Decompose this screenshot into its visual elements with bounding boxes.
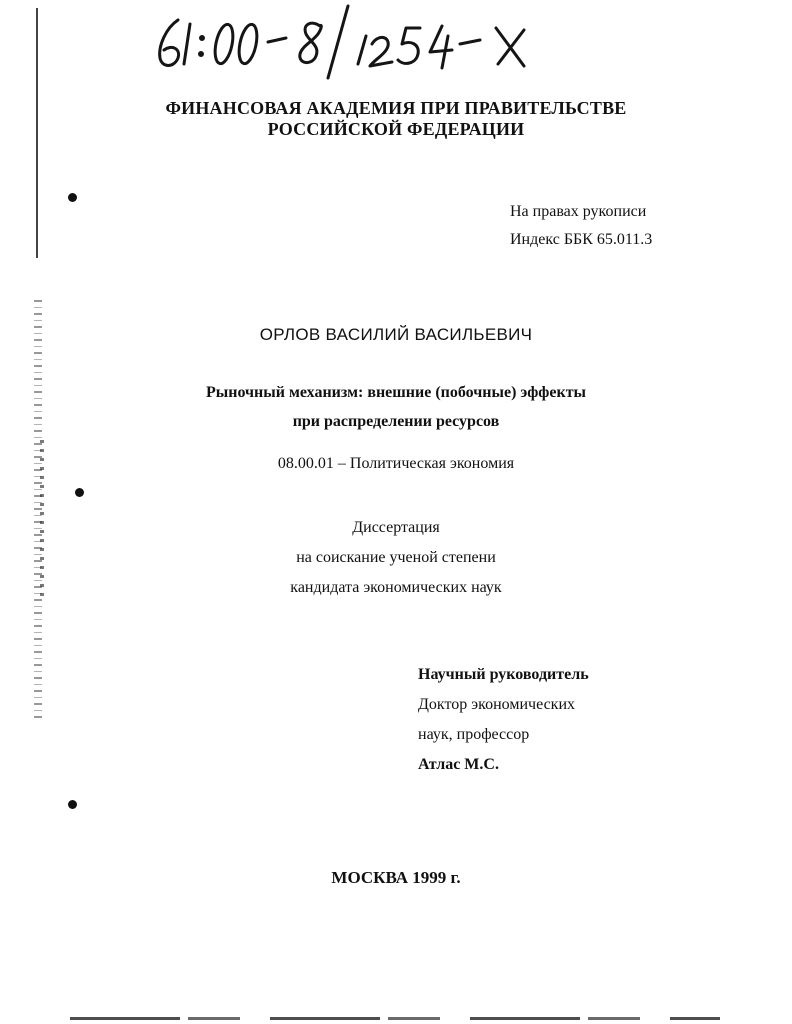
dissertation-title <box>0 378 792 436</box>
city-year: МОСКВА 1999 г. <box>331 868 461 887</box>
author-name: ОРЛОВ ВАСИЛИЙ ВАСИЛЬЕВИЧ <box>259 325 533 344</box>
handwritten-archive-code <box>152 2 572 80</box>
advisor-degree-line-1: Доктор экономических <box>418 696 576 713</box>
degree-line-3: кандидата экономических наук <box>290 579 502 596</box>
advisor-degree-line-2: наук, профессор <box>418 726 530 743</box>
degree-line-2: на соискание ученой степени <box>296 549 496 566</box>
degree-line-1: Диссертация <box>352 519 440 536</box>
punch-hole-mark <box>68 800 77 809</box>
advisor-block <box>418 660 589 780</box>
scan-bottom-edge <box>70 1017 720 1020</box>
specialty-code: 08.00.01 – Политическая экономия <box>277 455 515 472</box>
degree-statement <box>0 513 792 603</box>
punch-hole-mark <box>75 488 84 497</box>
manuscript-rights: На правах рукописи <box>510 203 647 220</box>
advisor-heading: Научный руководитель <box>418 666 589 683</box>
title-line-2: при распределении ресурсов <box>292 413 500 430</box>
manuscript-block <box>510 198 652 254</box>
organization-line-1: ФИНАНСОВАЯ АКАДЕМИЯ ПРИ ПРАВИТЕЛЬСТВЕ <box>165 98 627 118</box>
punch-hole-mark <box>68 193 77 202</box>
organization-name <box>0 98 792 140</box>
title-line-1: Рыночный механизм: внешние (побочные) эффекты <box>205 384 587 401</box>
bbk-index: Индекс ББК 65.011.3 <box>510 231 653 248</box>
advisor-name: Атлас М.С. <box>418 756 499 773</box>
organization-line-2: РОССИЙСКОЙ ФЕДЕРАЦИИ <box>267 119 525 139</box>
